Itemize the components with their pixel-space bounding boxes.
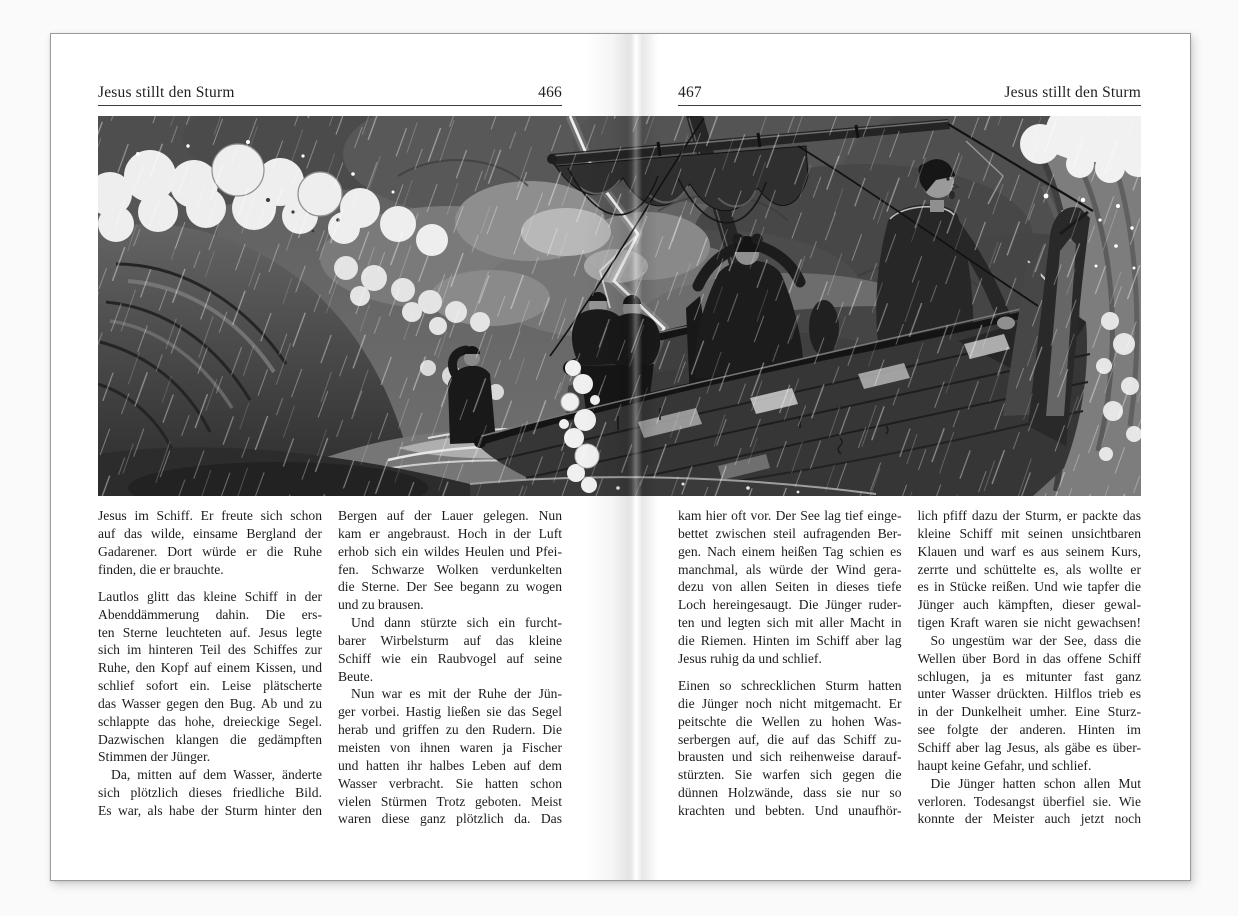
text-line: schlugen, ja es mitunter fast ganz bbox=[917, 668, 1141, 684]
text-line: dezu von allen Seiten in dieses tiefe bbox=[678, 579, 902, 595]
text-line: waren diese ganz plötzlich da. Das bbox=[338, 811, 562, 827]
running-title: Jesus stillt den Sturm bbox=[98, 84, 235, 101]
text-line: see folgte der anderen. Hinten im bbox=[917, 722, 1141, 738]
text-line: die Riemen. Hinten im Schiff aber lag bbox=[678, 632, 902, 648]
text-line: Wellen über Bord in das offene Schiff bbox=[917, 650, 1141, 666]
paragraph-block bbox=[338, 507, 562, 614]
text-line: ten Sterne leuchteten auf. Jesus legte bbox=[98, 624, 322, 640]
text-line: Gadarener. Dort würde er die Ruhe bbox=[98, 543, 322, 559]
text-line: schlief sofort ein. Leise plätscherte bbox=[98, 678, 322, 694]
text-line: Wasser verbracht. Sie hatten schon bbox=[338, 775, 562, 791]
text-line: stürzten. Sie warfen sich gegen die bbox=[678, 767, 902, 783]
text-line: fen. Schwarze Wolken verdunkelten bbox=[338, 561, 562, 577]
text-line: haupt keine Gefahr, und schlief. bbox=[917, 757, 1092, 773]
text-line: Loch hereingesaugt. Die Jünger ruder- bbox=[678, 597, 902, 613]
text-line: Abenddämmerung dahin. Die ers- bbox=[98, 606, 322, 622]
storm-illustration bbox=[98, 116, 1141, 496]
text-line: Schiff aber lag Jesus, als gäbe es über- bbox=[917, 739, 1141, 755]
text-line: konnte der Meister auch jetzt noch bbox=[917, 811, 1141, 827]
text-line: erhob sich ein wildes Heulen und Pfei- bbox=[338, 543, 562, 559]
text-line: finden, die er brauchte. bbox=[98, 561, 224, 577]
text-line: die Sterne. Der See begann zu wogen bbox=[338, 579, 562, 595]
text-line: Da, mitten auf dem Wasser, änderte bbox=[111, 767, 322, 783]
text-line: serbergen auf, die auf das Schiff zu- bbox=[678, 731, 902, 747]
text-line: sich im hinteren Teil des Schiffes zur bbox=[98, 642, 322, 658]
text-line: manchmal, als würde der Wind gera- bbox=[678, 561, 902, 577]
text-line: Jünger auch kämpften, dieser gewal- bbox=[917, 597, 1141, 613]
paragraph-block bbox=[98, 507, 322, 578]
paragraph-block bbox=[918, 632, 1142, 775]
storm-illustration-svg bbox=[98, 116, 1141, 496]
text-column bbox=[918, 507, 1142, 828]
paragraph-block bbox=[98, 588, 322, 766]
text-line: das Wasser gegen den Bug. Ab und zu bbox=[98, 695, 322, 711]
text-column bbox=[678, 507, 902, 828]
text-line: Es war, als habe der Sturm hinter den bbox=[98, 803, 322, 818]
text-line: Jesus ruhig da und schlief. bbox=[678, 650, 822, 666]
text-line: Lautlos glitt das kleine Schiff in der bbox=[98, 588, 322, 604]
text-line: krachten und bebten. Und unaufhör- bbox=[678, 803, 902, 818]
paragraph-block bbox=[338, 614, 562, 685]
text-line: zerrte und schüttelte es, als wollte er bbox=[917, 561, 1141, 577]
rain-overlay-2 bbox=[98, 116, 1141, 496]
text-line: und zu brausen. bbox=[338, 597, 424, 613]
book-spread bbox=[50, 33, 1191, 881]
text-line: ten und legten sich mit aller Macht in bbox=[678, 615, 902, 631]
text-line: meisten von ihnen waren ja Fischer bbox=[338, 739, 562, 755]
text-line: Bergen auf der Lauer gelegen. Nun bbox=[338, 508, 562, 523]
text-line: sich plötzlich dieses friedliche Bild. bbox=[98, 785, 322, 801]
paragraph-block bbox=[918, 775, 1142, 829]
text-columns-left bbox=[98, 507, 562, 828]
paragraph-block bbox=[338, 685, 562, 828]
text-line: brausten und sich reihenweise darauf- bbox=[678, 749, 902, 765]
paragraph-block bbox=[678, 677, 902, 820]
text-line: kam er angebraust. Hoch in der Luft bbox=[338, 525, 562, 541]
paragraph-block bbox=[918, 507, 1142, 632]
text-line: Beute. bbox=[338, 668, 374, 684]
text-line: tigen Kraft waren sie nicht gewachsen! bbox=[917, 615, 1141, 631]
text-line: dünnen Holzwände, dass sie nur so bbox=[678, 785, 902, 801]
text-column bbox=[98, 507, 322, 828]
text-line: Stimmen der Jünger. bbox=[98, 749, 211, 765]
text-line: Schiff wie ein Raubvogel auf seine bbox=[338, 650, 562, 666]
text-line: bettet zwischen steil aufragenden Ber- bbox=[678, 525, 902, 541]
page-number: 466 bbox=[538, 84, 562, 101]
text-line: unter Wasser drückten. Hilflos trieb es bbox=[917, 686, 1141, 702]
text-line: ger vorbei. Hastig ließen sie das Segel bbox=[338, 704, 562, 720]
text-line: Klauen und warf es aus seinem Kurs, bbox=[917, 543, 1141, 559]
page-number: 467 bbox=[678, 84, 702, 101]
text-column bbox=[338, 507, 562, 828]
text-line: gen. Nach einem heißen Tag schien es bbox=[678, 543, 902, 559]
text-columns-right bbox=[678, 507, 1141, 828]
text-line: lich pfiff dazu der Sturm, er packte das bbox=[917, 508, 1141, 523]
paragraph-block bbox=[678, 507, 902, 668]
text-line: kleine Schiff mit seinen unsichtbaren bbox=[917, 525, 1141, 541]
text-line: und hatten ihr halbes Leben auf dem bbox=[338, 757, 562, 773]
text-line: Nun war es mit der Ruhe der Jün- bbox=[351, 686, 562, 702]
text-line: herab und griffen zu den Rudern. Die bbox=[338, 722, 562, 738]
text-line: Ruhe, den Kopf auf einem Kissen, und bbox=[98, 660, 322, 676]
text-line: schlappte das hohe, dreieckige Segel. bbox=[98, 713, 322, 729]
text-line: Einen so schrecklichen Sturm hatten bbox=[678, 678, 902, 694]
text-line: Und dann stürzte sich ein furcht- bbox=[351, 615, 562, 631]
page-header-left bbox=[98, 80, 562, 106]
text-line: So ungestüm war der See, dass die bbox=[930, 632, 1141, 648]
text-line: in der Dunkelheit umher. Eine Sturz- bbox=[917, 704, 1141, 720]
text-line: vielen Stürmen Trotz geboten. Meist bbox=[338, 793, 562, 809]
text-line: kam hier oft vor. Der See lag tief einge- bbox=[678, 508, 902, 523]
text-line: Die Jünger hatten schon allen Mut bbox=[930, 775, 1141, 791]
running-title: Jesus stillt den Sturm bbox=[1004, 84, 1141, 101]
text-line: auf das wilde, einsame Bergland der bbox=[98, 525, 322, 541]
text-line: Jesus im Schiff. Er freute sich schon bbox=[98, 508, 322, 523]
text-line: es in Stücke reißen. Und wie tapfer die bbox=[917, 579, 1141, 595]
text-line: verloren. Todesangst überfiel sie. Wie bbox=[917, 793, 1141, 809]
text-line: barer Wirbelsturm auf das kleine bbox=[338, 632, 562, 648]
text-line: peitschte die Wellen zu hohen Was- bbox=[678, 713, 902, 729]
text-line: die Jünger noch nicht mitgemacht. Er bbox=[678, 695, 902, 711]
page-header-right bbox=[678, 80, 1141, 106]
paragraph-block bbox=[98, 766, 322, 820]
text-line: Dazwischen klangen die gedämpften bbox=[98, 731, 322, 747]
